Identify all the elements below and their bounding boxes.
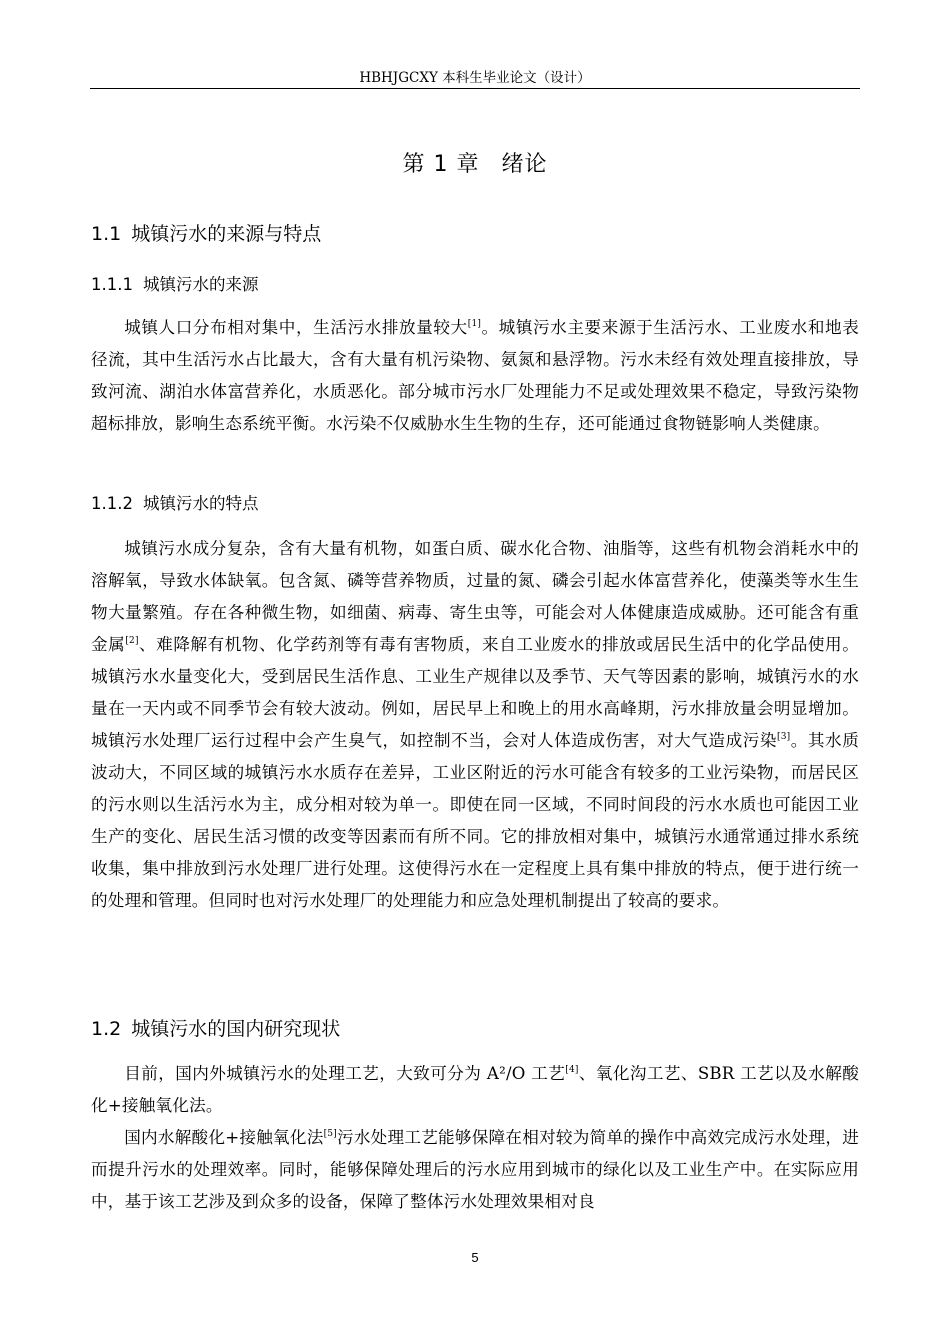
- citation-2: [2]: [125, 636, 139, 646]
- page-number: 5: [471, 1250, 479, 1265]
- text-run: 污水处理工艺能够保障在相对较为简单的操作中高效完成污水处理，进而提升污水的处理效率。同时，能够保障处理后的污水应用到城市的绿化以及工业生产中。在实际应用中，基于该工艺涉及到众多的设备，保障了整体污水处理效果相对良: [91, 1128, 859, 1211]
- text-run: 国内水解酸化+接触氧化法: [124, 1128, 324, 1147]
- subsection-heading-1-1-1: [91, 272, 258, 298]
- text-run: 。城镇污水主要来源于生活污水、工业废水和地表径流，其中生活污水占比最大，含有大量有机污染物、氨氮和悬浮物。污水未经有效处理直接排放，导致河流、湖泊水体富营养化，水质恶化。部分城市污水厂处理能力不足或处理效果不稳定，导致污染物超标排放，影响生态系统平衡。水污染不仅威胁水生生物的生存，还可能通过食物链影响人类健康。: [91, 318, 859, 433]
- text-run: 、氧化沟工艺、SBR 工艺以及水解酸化+接触氧化法。: [91, 1064, 859, 1115]
- citation-4: [4]: [565, 1065, 579, 1075]
- subsection-number: 1.1.2: [91, 494, 133, 513]
- subsection-title: 城镇污水的来源: [142, 275, 259, 294]
- citation-5: [5]: [323, 1129, 337, 1139]
- section-heading-1-1: [91, 220, 321, 248]
- text-run: 目前，国内外城镇污水的处理工艺，大致可分为 A²/O 工艺: [124, 1064, 566, 1083]
- text-run: 城镇污水成分复杂，含有大量有机物，如蛋白质、碳水化合物、油脂等，这些有机物会消耗水中的溶解氧，导致水体缺氧。包含氮、磷等营养物质，过量的氮、磷会引起水体富营养化，使藻类等水生生物大量繁殖。存在各种微生物，如细菌、病毒、寄生虫等，可能会对人体健康造成威胁。还可能含有重金属: [91, 539, 859, 654]
- citation-3: [3]: [777, 732, 791, 742]
- text-run: 城镇人口分布相对集中，生活污水排放量较大: [124, 318, 468, 337]
- subsection-number: 1.1.1: [91, 275, 133, 294]
- subsection-heading-1-1-2: [91, 491, 258, 517]
- subsection-title: 城镇污水的特点: [142, 494, 259, 513]
- chapter-name: 绪论: [501, 152, 548, 177]
- running-header: HBHJGCXY 本科生毕业论文（设计）: [90, 68, 860, 89]
- section-title: 城镇污水的来源与特点: [131, 223, 322, 245]
- section-number: 1.1: [91, 223, 122, 245]
- paragraph-processes: [91, 1058, 859, 1122]
- section-number: 1.2: [91, 1018, 122, 1040]
- section-title: 城镇污水的国内研究现状: [131, 1018, 341, 1040]
- paragraph-characteristics: [91, 533, 859, 917]
- chapter-number: 第 1 章: [402, 152, 480, 177]
- text-run: 、难降解有机物、化学药剂等有毒有害物质，来自工业废水的排放或居民生活中的化学品使用。城镇污水水量变化大，受到居民生活作息、工业生产规律以及季节、天气等因素的影响，城镇污水的水量在一天内或不同季节会有较大波动。例如，居民早上和晚上的用水高峰期，污水排放量会明显增加。城镇污水处理厂运行过程中会产生臭气，如控制不当，会对人体造成伤害，对大气造成污染: [91, 635, 859, 750]
- section-heading-1-2: [91, 1015, 340, 1043]
- chapter-title: [90, 150, 860, 180]
- text-run: 。其水质波动大，不同区域的城镇污水水质存在差异，工业区附近的污水可能含有较多的工业污染物，而居民区的污水则以生活污水为主，成分相对较为单一。即使在同一区域，不同时间段的污水水质也可能因工业生产的变化、居民生活习惯的改变等因素而有所不同。它的排放相对集中，城镇污水通常通过排水系统收集，集中排放到污水处理厂进行处理。这使得污水在一定程度上具有集中排放的特点，便于进行统一的处理和管理。但同时也对污水处理厂的处理能力和应急处理机制提出了较高的要求。: [91, 731, 859, 910]
- paragraph-hydrolysis: [91, 1122, 859, 1218]
- paragraph-sources: [91, 312, 859, 440]
- citation-1: [1]: [467, 319, 482, 329]
